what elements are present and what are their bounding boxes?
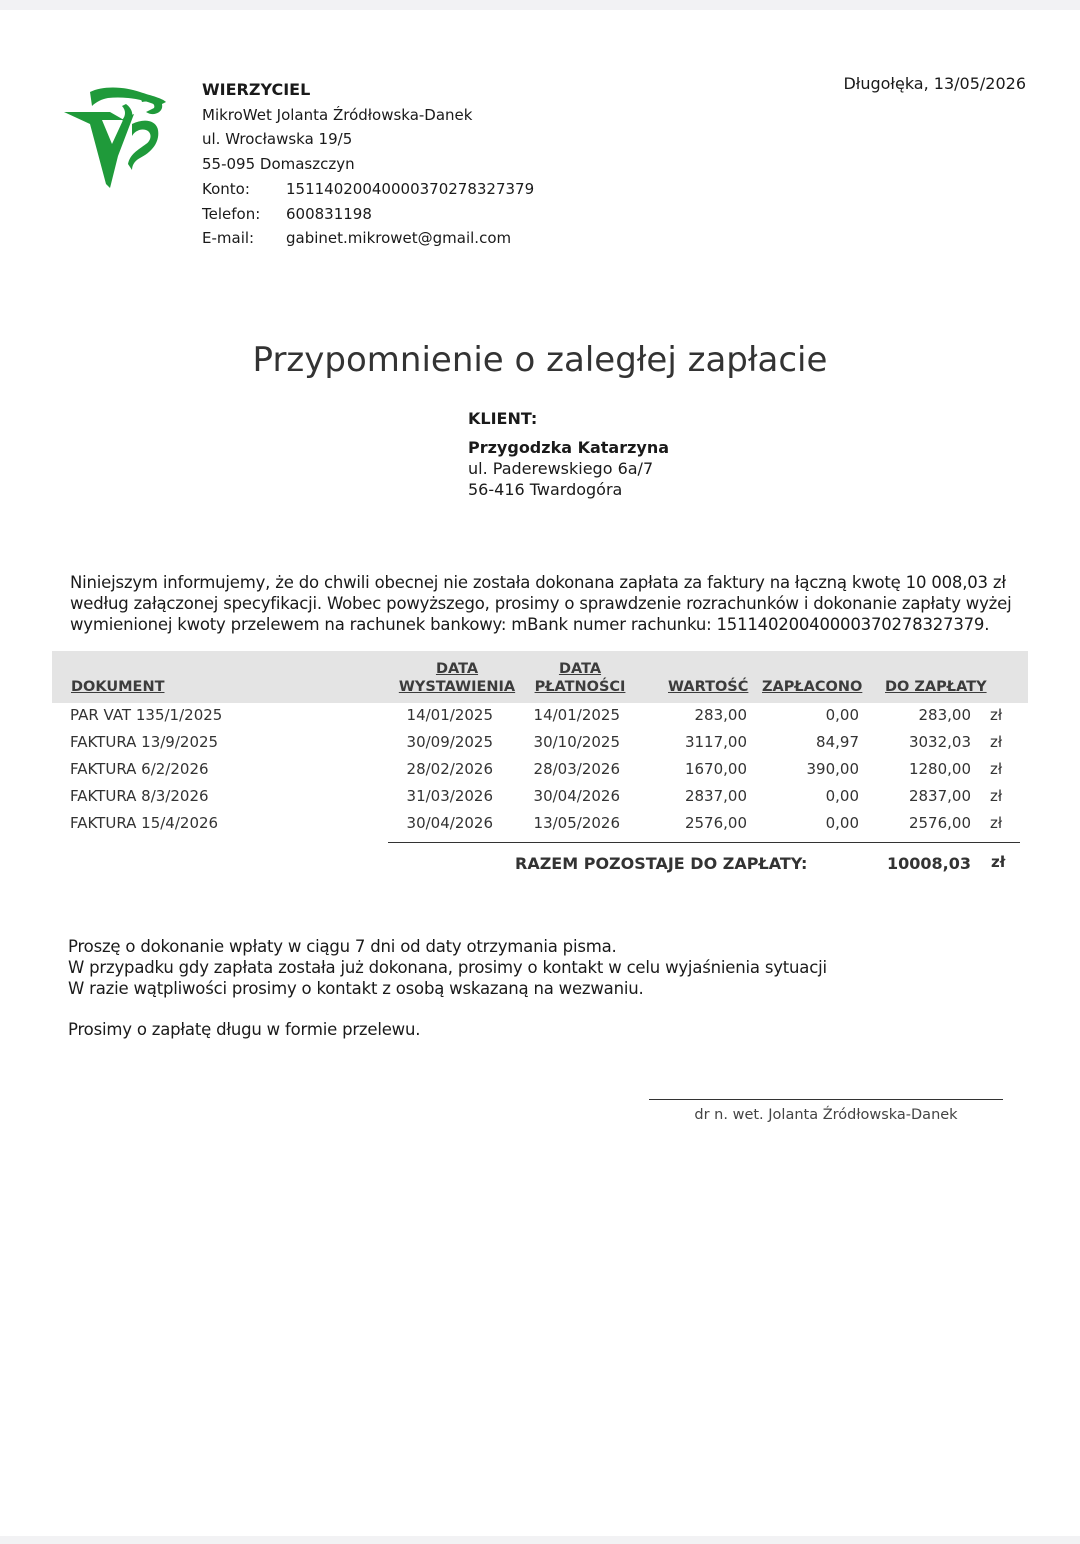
cell-issue-date: 14/01/2025 bbox=[406, 706, 493, 724]
cell-payment-date: 13/05/2026 bbox=[533, 814, 620, 832]
cell-payment-date: 30/10/2025 bbox=[533, 733, 620, 751]
cell-paid: 0,00 bbox=[825, 787, 859, 805]
table-row bbox=[0, 733, 1080, 760]
table-row bbox=[0, 787, 1080, 814]
account-label: Konto: bbox=[202, 179, 250, 198]
cell-value: 3117,00 bbox=[684, 733, 747, 751]
intro-line: wymienionej kwoty przelewem na rachunek bankowy: mBank numer rachunku: 15114020040000370278327379. bbox=[70, 615, 990, 634]
header-payment-date-line1: DATA bbox=[558, 661, 602, 677]
cell-paid: 84,97 bbox=[816, 733, 859, 751]
cell-value: 283,00 bbox=[694, 706, 747, 724]
cell-due: 2576,00 bbox=[908, 814, 971, 832]
email-label: E-mail: bbox=[202, 229, 255, 248]
header-payment-date-line2: PŁATNOŚCI bbox=[534, 679, 626, 695]
intro-line: Niniejszym informujemy, że do chwili obecnej nie została dokonana zapłata za faktury na łączną kwotę 10 008,03 zł bbox=[70, 573, 1006, 592]
header-issue-date-line1: DATA bbox=[435, 661, 479, 677]
header-issue-date bbox=[396, 660, 518, 696]
header-payment-date bbox=[530, 660, 630, 696]
total-label: RAZEM POZOSTAJE DO ZAPŁATY: bbox=[515, 854, 808, 873]
intro-paragraph bbox=[70, 572, 1020, 635]
cell-paid: 0,00 bbox=[825, 814, 859, 832]
table-row bbox=[0, 760, 1080, 787]
total-divider bbox=[388, 842, 1020, 843]
cell-payment-date: 30/04/2026 bbox=[533, 787, 620, 805]
table-row bbox=[0, 706, 1080, 733]
document-page bbox=[0, 10, 1080, 1536]
cell-currency: zł bbox=[990, 733, 1003, 751]
table-row bbox=[0, 814, 1080, 841]
header-value: WARTOŚĆ bbox=[668, 679, 749, 695]
note-line: Proszę o dokonanie wpłaty w ciągu 7 dni od daty otrzymania pisma. bbox=[68, 937, 617, 956]
client-label: KLIENT: bbox=[468, 409, 538, 428]
header-paid: ZAPŁACONO bbox=[762, 679, 863, 695]
total-value: 10008,03 bbox=[886, 854, 971, 873]
cell-issue-date: 30/09/2025 bbox=[406, 733, 493, 751]
creditor-block bbox=[202, 78, 534, 251]
signature-name: dr n. wet. Jolanta Źródłowska-Danek bbox=[694, 1107, 958, 1123]
cell-paid: 0,00 bbox=[825, 706, 859, 724]
email-address: gabinet.mikrowet@gmail.com bbox=[286, 229, 512, 248]
client-city: 56-416 Twardogóra bbox=[468, 480, 623, 499]
cell-paid: 390,00 bbox=[806, 760, 859, 778]
cell-payment-date: 14/01/2025 bbox=[533, 706, 620, 724]
client-name: Przygodzka Katarzyna bbox=[468, 438, 670, 457]
note-line: W razie wątpliwości prosimy o kontakt z osobą wskazaną na wezwaniu. bbox=[68, 979, 644, 998]
cell-currency: zł bbox=[990, 787, 1003, 805]
creditor-email-row bbox=[202, 226, 534, 251]
client-street: ul. Paderewskiego 6a/7 bbox=[468, 459, 654, 478]
header-due: DO ZAPŁATY bbox=[885, 679, 987, 695]
cell-payment-date: 28/03/2026 bbox=[533, 760, 620, 778]
creditor-phone-row bbox=[202, 202, 534, 227]
phone-number: 600831198 bbox=[286, 204, 372, 223]
cell-issue-date: 30/04/2026 bbox=[406, 814, 493, 832]
cell-document: FAKTURA 15/4/2026 bbox=[70, 814, 219, 832]
cell-currency: zł bbox=[990, 814, 1003, 832]
cell-currency: zł bbox=[990, 706, 1003, 724]
cell-value: 2576,00 bbox=[684, 814, 747, 832]
note-line: W przypadku gdy zapłata została już dokonana, prosimy o kontakt w celu wyjaśnienia sytuacji bbox=[68, 958, 827, 977]
cell-value: 2837,00 bbox=[684, 787, 747, 805]
creditor-label: WIERZYCIEL bbox=[202, 80, 311, 99]
cell-document: FAKTURA 6/2/2026 bbox=[70, 760, 209, 778]
cell-due: 1280,00 bbox=[908, 760, 971, 778]
client-block bbox=[468, 408, 669, 500]
cell-due: 2837,00 bbox=[908, 787, 971, 805]
place-date: Długołęka, 13/05/2026 bbox=[843, 74, 1026, 93]
account-number: 15114020040000370278327379 bbox=[286, 179, 535, 198]
cell-document: FAKTURA 13/9/2025 bbox=[70, 733, 219, 751]
creditor-account-row bbox=[202, 177, 534, 202]
cell-due: 283,00 bbox=[918, 706, 971, 724]
cell-document: PAR VAT 135/1/2025 bbox=[70, 706, 223, 724]
cell-issue-date: 31/03/2026 bbox=[406, 787, 493, 805]
creditor-city: 55-095 Domaszczyn bbox=[202, 155, 355, 174]
phone-label: Telefon: bbox=[202, 204, 261, 223]
notes-block bbox=[68, 936, 827, 1040]
cell-value: 1670,00 bbox=[684, 760, 747, 778]
total-currency: zł bbox=[991, 853, 1006, 871]
vet-logo-icon bbox=[62, 84, 170, 192]
creditor-name: MikroWet Jolanta Źródłowska-Danek bbox=[202, 105, 473, 124]
header-document: DOKUMENT bbox=[71, 679, 165, 695]
creditor-street: ul. Wrocławska 19/5 bbox=[202, 130, 353, 149]
cell-document: FAKTURA 8/3/2026 bbox=[70, 787, 209, 805]
signature-line bbox=[649, 1099, 1003, 1100]
cell-issue-date: 28/02/2026 bbox=[406, 760, 493, 778]
cell-due: 3032,03 bbox=[908, 733, 971, 751]
note-line: Prosimy o zapłatę długu w formie przelewu. bbox=[68, 1020, 421, 1039]
header-issue-date-line2: WYSTAWIENIA bbox=[398, 679, 516, 695]
document-title: Przypomnienie o zaległej zapłacie bbox=[252, 340, 828, 380]
cell-currency: zł bbox=[990, 760, 1003, 778]
intro-line: według załączonej specyfikacji. Wobec powyższego, prosimy o sprawdzenie rozrachunków i dokonanie zapłaty wyżej bbox=[70, 594, 1012, 613]
